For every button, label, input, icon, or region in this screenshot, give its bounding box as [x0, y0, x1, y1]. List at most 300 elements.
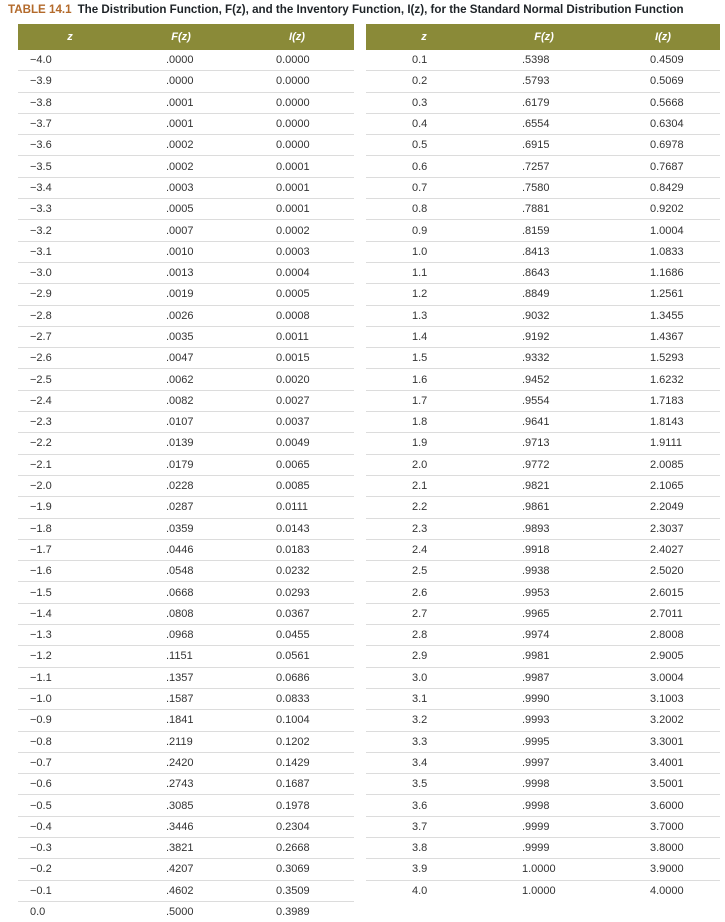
iz-cell: 2.0085	[606, 454, 720, 475]
fz-cell: .1357	[122, 667, 240, 688]
iz-cell: 0.1004	[240, 710, 354, 731]
iz-cell: 1.7183	[606, 390, 720, 411]
iz-cell: 0.0008	[240, 305, 354, 326]
iz-cell: 0.0004	[240, 262, 354, 283]
table-caption	[8, 3, 723, 16]
table-row	[18, 113, 354, 134]
fz-cell: .0179	[122, 454, 240, 475]
fz-cell: .8643	[482, 262, 606, 283]
fz-cell: .9893	[482, 518, 606, 539]
fz-cell: .9332	[482, 348, 606, 369]
table-row	[366, 539, 720, 560]
iz-cell: 1.0004	[606, 220, 720, 241]
iz-cell: 3.7000	[606, 816, 720, 837]
z-cell: 3.2	[366, 710, 482, 731]
iz-cell: 0.2304	[240, 816, 354, 837]
fz-cell: .5793	[482, 71, 606, 92]
table-row	[366, 752, 720, 773]
table-row	[18, 859, 354, 880]
table-row	[366, 92, 720, 113]
z-cell: −2.5	[18, 369, 122, 390]
z-cell: 0.6	[366, 156, 482, 177]
iz-cell: 3.2002	[606, 710, 720, 731]
fz-cell: .9641	[482, 412, 606, 433]
z-cell: 1.2	[366, 284, 482, 305]
fz-cell: 1.0000	[482, 859, 606, 880]
table-row	[366, 135, 720, 156]
iz-cell: 0.6978	[606, 135, 720, 156]
table-row	[18, 177, 354, 198]
fz-cell: .9997	[482, 752, 606, 773]
header-iz: I(z)	[240, 24, 354, 50]
table-title: The Distribution Function, F(z), and the Inventory Function, I(z), for the Standard Normal Distribution Function	[77, 3, 684, 16]
fz-cell: .9821	[482, 475, 606, 496]
iz-cell: 2.1065	[606, 475, 720, 496]
iz-cell: 1.5293	[606, 348, 720, 369]
z-cell: −3.0	[18, 262, 122, 283]
fz-cell: .9995	[482, 731, 606, 752]
fz-cell: .7257	[482, 156, 606, 177]
table-row	[366, 284, 720, 305]
z-cell: 1.3	[366, 305, 482, 326]
fz-cell: .8159	[482, 220, 606, 241]
iz-cell: 0.4509	[606, 50, 720, 71]
z-cell: −2.3	[18, 412, 122, 433]
z-cell: −3.3	[18, 199, 122, 220]
iz-cell: 0.1687	[240, 774, 354, 795]
fz-cell: .0359	[122, 518, 240, 539]
iz-cell: 0.9202	[606, 199, 720, 220]
fz-cell: .4207	[122, 859, 240, 880]
fz-cell: .0668	[122, 582, 240, 603]
z-cell: 2.1	[366, 475, 482, 496]
fz-cell: .0007	[122, 220, 240, 241]
fz-cell: .4602	[122, 880, 240, 901]
z-cell: 0.0	[30, 906, 46, 919]
fz-cell: .0035	[122, 326, 240, 347]
iz-cell: 0.3989	[276, 906, 310, 919]
z-cell: −1.9	[18, 497, 122, 518]
fz-cell: .7580	[482, 177, 606, 198]
z-cell: 3.5	[366, 774, 482, 795]
z-cell: 0.4	[366, 113, 482, 134]
left-table-body	[18, 50, 354, 922]
z-cell: −1.8	[18, 518, 122, 539]
table-row	[18, 262, 354, 283]
fz-cell: .9998	[482, 774, 606, 795]
table-row	[366, 837, 720, 858]
table-row	[366, 177, 720, 198]
fz-cell: .0013	[122, 262, 240, 283]
table-row	[18, 901, 354, 922]
table-row	[366, 561, 720, 582]
z-cell: 2.4	[366, 539, 482, 560]
z-cell: −2.2	[18, 433, 122, 454]
table-row	[18, 497, 354, 518]
left-table-panel	[18, 24, 354, 922]
header-iz: I(z)	[606, 24, 720, 50]
iz-cell: 2.5020	[606, 561, 720, 582]
iz-cell: 0.0020	[240, 369, 354, 390]
iz-cell: 2.2049	[606, 497, 720, 518]
z-cell: 3.3	[366, 731, 482, 752]
fz-cell: .9999	[482, 816, 606, 837]
iz-cell: 0.0183	[240, 539, 354, 560]
z-cell: −2.9	[18, 284, 122, 305]
fz-cell: .0062	[122, 369, 240, 390]
table-row	[366, 390, 720, 411]
fz-cell: 1.0000	[522, 884, 556, 897]
table-row	[18, 816, 354, 837]
table-row	[366, 220, 720, 241]
iz-cell: 0.0085	[240, 475, 354, 496]
table-row	[18, 92, 354, 113]
iz-cell: 3.8000	[606, 837, 720, 858]
z-cell: 2.9	[366, 646, 482, 667]
fz-cell: .0005	[122, 199, 240, 220]
iz-cell: 0.0001	[240, 156, 354, 177]
table-row	[366, 625, 720, 646]
table-row	[18, 284, 354, 305]
table-row	[366, 667, 720, 688]
table-row	[366, 795, 720, 816]
fz-cell: .0808	[122, 603, 240, 624]
table-row	[18, 412, 354, 433]
right-header-row	[366, 24, 720, 50]
iz-cell: 3.1003	[606, 688, 720, 709]
table-number: TABLE 14.1	[8, 3, 72, 16]
table-row	[18, 433, 354, 454]
fz-cell: .9192	[482, 326, 606, 347]
fz-cell: .9554	[482, 390, 606, 411]
table-row	[18, 454, 354, 475]
fz-cell: .0002	[122, 135, 240, 156]
z-cell: 0.8	[366, 199, 482, 220]
table-row	[366, 497, 720, 518]
iz-cell: 0.0037	[240, 412, 354, 433]
table-row	[366, 688, 720, 709]
table-row	[18, 795, 354, 816]
z-cell: 2.8	[366, 625, 482, 646]
fz-cell: .6179	[482, 92, 606, 113]
z-cell: 1.4	[366, 326, 482, 347]
fz-cell: .0139	[122, 433, 240, 454]
table-row	[366, 454, 720, 475]
table-row	[366, 433, 720, 454]
iz-cell: 0.0002	[240, 220, 354, 241]
table-row	[366, 475, 720, 496]
fz-cell: .9974	[482, 625, 606, 646]
fz-cell: .0001	[122, 92, 240, 113]
z-cell: 2.2	[366, 497, 482, 518]
table-row	[18, 731, 354, 752]
z-cell: −0.9	[18, 710, 122, 731]
table-row	[366, 603, 720, 624]
z-cell: 1.1	[366, 262, 482, 283]
iz-cell: 0.0000	[240, 71, 354, 92]
table-row	[366, 518, 720, 539]
fz-cell: .3446	[122, 816, 240, 837]
z-cell: −3.6	[18, 135, 122, 156]
table-row	[18, 561, 354, 582]
table-row	[18, 688, 354, 709]
fz-cell: .0968	[122, 625, 240, 646]
z-cell: −2.1	[18, 454, 122, 475]
z-cell: −2.0	[18, 475, 122, 496]
fz-cell: .9938	[482, 561, 606, 582]
iz-cell: 0.0049	[240, 433, 354, 454]
fz-cell: .8849	[482, 284, 606, 305]
iz-cell: 0.0833	[240, 688, 354, 709]
fz-cell: .9772	[482, 454, 606, 475]
iz-cell: 0.1202	[240, 731, 354, 752]
table-row	[18, 752, 354, 773]
z-cell: 2.3	[366, 518, 482, 539]
table-row	[18, 710, 354, 731]
iz-cell: 2.7011	[606, 603, 720, 624]
table-row	[18, 582, 354, 603]
iz-cell: 0.0367	[240, 603, 354, 624]
right-distribution-table	[366, 24, 720, 901]
fz-cell: .9953	[482, 582, 606, 603]
z-cell: 3.6	[366, 795, 482, 816]
z-cell: −1.2	[18, 646, 122, 667]
z-cell: 1.9	[366, 433, 482, 454]
table-row	[18, 50, 354, 71]
fz-cell: .1587	[122, 688, 240, 709]
z-cell: 2.0	[366, 454, 482, 475]
right-table-body	[366, 50, 720, 901]
z-cell: −2.4	[18, 390, 122, 411]
z-cell: 3.1	[366, 688, 482, 709]
table-row	[18, 369, 354, 390]
table-row	[18, 71, 354, 92]
iz-cell: 0.0232	[240, 561, 354, 582]
iz-cell: 0.0000	[240, 92, 354, 113]
z-cell: 0.9	[366, 220, 482, 241]
z-cell: 4.0	[412, 884, 428, 897]
iz-cell: 0.0011	[240, 326, 354, 347]
z-cell: −0.6	[18, 774, 122, 795]
z-cell: 3.8	[366, 837, 482, 858]
fz-cell: .9981	[482, 646, 606, 667]
fz-cell: .9713	[482, 433, 606, 454]
table-row	[18, 305, 354, 326]
fz-cell: .1841	[122, 710, 240, 731]
header-fz: F(z)	[122, 24, 240, 50]
iz-cell: 1.3455	[606, 305, 720, 326]
iz-cell: 1.6232	[606, 369, 720, 390]
iz-cell: 0.0455	[240, 625, 354, 646]
iz-cell: 0.5069	[606, 71, 720, 92]
iz-cell: 0.2668	[240, 837, 354, 858]
iz-cell: 0.0000	[240, 50, 354, 71]
z-cell: −0.2	[18, 859, 122, 880]
iz-cell: 0.7687	[606, 156, 720, 177]
iz-cell: 0.0003	[240, 241, 354, 262]
z-cell: −1.6	[18, 561, 122, 582]
table-row	[18, 625, 354, 646]
iz-cell: 2.8008	[606, 625, 720, 646]
iz-cell: 1.8143	[606, 412, 720, 433]
table-row	[366, 71, 720, 92]
fz-cell: .2119	[122, 731, 240, 752]
fz-cell: .5000	[166, 906, 194, 919]
iz-cell: 4.0000	[650, 884, 684, 897]
z-cell: 1.8	[366, 412, 482, 433]
iz-cell: 1.0833	[606, 241, 720, 262]
z-cell: −1.1	[18, 667, 122, 688]
z-cell: −0.4	[18, 816, 122, 837]
fz-cell: .0001	[122, 113, 240, 134]
table-row	[18, 667, 354, 688]
iz-cell: 0.6304	[606, 113, 720, 134]
z-cell: −3.9	[18, 71, 122, 92]
iz-cell: 0.0005	[240, 284, 354, 305]
z-cell: −0.3	[18, 837, 122, 858]
table-row	[366, 326, 720, 347]
table-row	[18, 241, 354, 262]
iz-cell: 0.0000	[240, 135, 354, 156]
fz-cell: .0082	[122, 390, 240, 411]
iz-cell: 3.3001	[606, 731, 720, 752]
fz-cell: .0548	[122, 561, 240, 582]
table-row	[18, 156, 354, 177]
iz-cell: 0.0027	[240, 390, 354, 411]
fz-cell: .0000	[122, 50, 240, 71]
table-row	[18, 837, 354, 858]
z-cell: 0.7	[366, 177, 482, 198]
z-cell: −0.1	[18, 880, 122, 901]
z-cell: 2.6	[366, 582, 482, 603]
table-row	[18, 220, 354, 241]
table-row	[366, 880, 720, 901]
iz-cell: 0.0143	[240, 518, 354, 539]
table-row	[366, 774, 720, 795]
fz-cell: .9998	[482, 795, 606, 816]
right-table-panel	[366, 24, 720, 901]
iz-cell: 1.4367	[606, 326, 720, 347]
header-z: z	[366, 24, 482, 50]
fz-cell: .9987	[482, 667, 606, 688]
z-cell: −0.7	[18, 752, 122, 773]
iz-cell: 3.4001	[606, 752, 720, 773]
iz-cell: 3.6000	[606, 795, 720, 816]
z-cell: 0.3	[366, 92, 482, 113]
table-row	[366, 369, 720, 390]
table-row	[366, 412, 720, 433]
z-cell: −0.5	[18, 795, 122, 816]
iz-cell: 0.3069	[240, 859, 354, 880]
z-cell: −0.8	[18, 731, 122, 752]
iz-cell: 1.9111	[606, 433, 720, 454]
iz-cell: 0.0293	[240, 582, 354, 603]
iz-cell: 0.0000	[240, 113, 354, 134]
z-cell: −1.3	[18, 625, 122, 646]
fz-cell: .5398	[482, 50, 606, 71]
table-row	[18, 390, 354, 411]
z-cell: 1.7	[366, 390, 482, 411]
fz-cell: .3085	[122, 795, 240, 816]
z-cell: −3.4	[18, 177, 122, 198]
header-fz: F(z)	[482, 24, 606, 50]
table-row	[366, 731, 720, 752]
z-cell: −2.7	[18, 326, 122, 347]
fz-cell: .8413	[482, 241, 606, 262]
table-row	[366, 156, 720, 177]
table-row	[366, 199, 720, 220]
fz-cell: .6915	[482, 135, 606, 156]
fz-cell: .0228	[122, 475, 240, 496]
fz-cell: .9993	[482, 710, 606, 731]
fz-cell: .9452	[482, 369, 606, 390]
iz-cell: 0.8429	[606, 177, 720, 198]
table-row	[366, 50, 720, 71]
table-row	[366, 859, 720, 880]
z-cell: −1.7	[18, 539, 122, 560]
fz-cell: .9965	[482, 603, 606, 624]
fz-cell: .2420	[122, 752, 240, 773]
iz-cell: 3.0004	[606, 667, 720, 688]
iz-cell: 1.2561	[606, 284, 720, 305]
z-cell: 3.7	[366, 816, 482, 837]
table-row	[366, 646, 720, 667]
table-row	[18, 646, 354, 667]
z-cell: −2.8	[18, 305, 122, 326]
left-distribution-table	[18, 24, 354, 922]
z-cell: 0.1	[366, 50, 482, 71]
table-row	[18, 518, 354, 539]
z-cell: −3.1	[18, 241, 122, 262]
header-z: z	[18, 24, 122, 50]
fz-cell: .3821	[122, 837, 240, 858]
fz-cell: .9999	[482, 837, 606, 858]
iz-cell: 0.0111	[240, 497, 354, 518]
table-row	[18, 326, 354, 347]
table-row	[366, 241, 720, 262]
z-cell: −1.5	[18, 582, 122, 603]
table-row	[366, 582, 720, 603]
z-cell: −3.8	[18, 92, 122, 113]
z-cell: 1.5	[366, 348, 482, 369]
fz-cell: .0026	[122, 305, 240, 326]
iz-cell: 2.6015	[606, 582, 720, 603]
fz-cell: .0446	[122, 539, 240, 560]
table-row	[366, 816, 720, 837]
iz-cell: 1.1686	[606, 262, 720, 283]
z-cell: −3.5	[18, 156, 122, 177]
fz-cell: .0000	[122, 71, 240, 92]
fz-cell: .1151	[122, 646, 240, 667]
table-row	[366, 710, 720, 731]
fz-cell: .6554	[482, 113, 606, 134]
table-row	[18, 475, 354, 496]
iz-cell: 0.5668	[606, 92, 720, 113]
table-row	[18, 774, 354, 795]
z-cell: −3.2	[18, 220, 122, 241]
z-cell: 2.5	[366, 561, 482, 582]
table-row	[366, 348, 720, 369]
table-row	[18, 539, 354, 560]
iz-cell: 3.9000	[606, 859, 720, 880]
fz-cell: .9861	[482, 497, 606, 518]
z-cell: 1.6	[366, 369, 482, 390]
table-row	[18, 199, 354, 220]
iz-cell: 0.3509	[240, 880, 354, 901]
z-cell: −1.4	[18, 603, 122, 624]
fz-cell: .9990	[482, 688, 606, 709]
iz-cell: 0.0001	[240, 177, 354, 198]
